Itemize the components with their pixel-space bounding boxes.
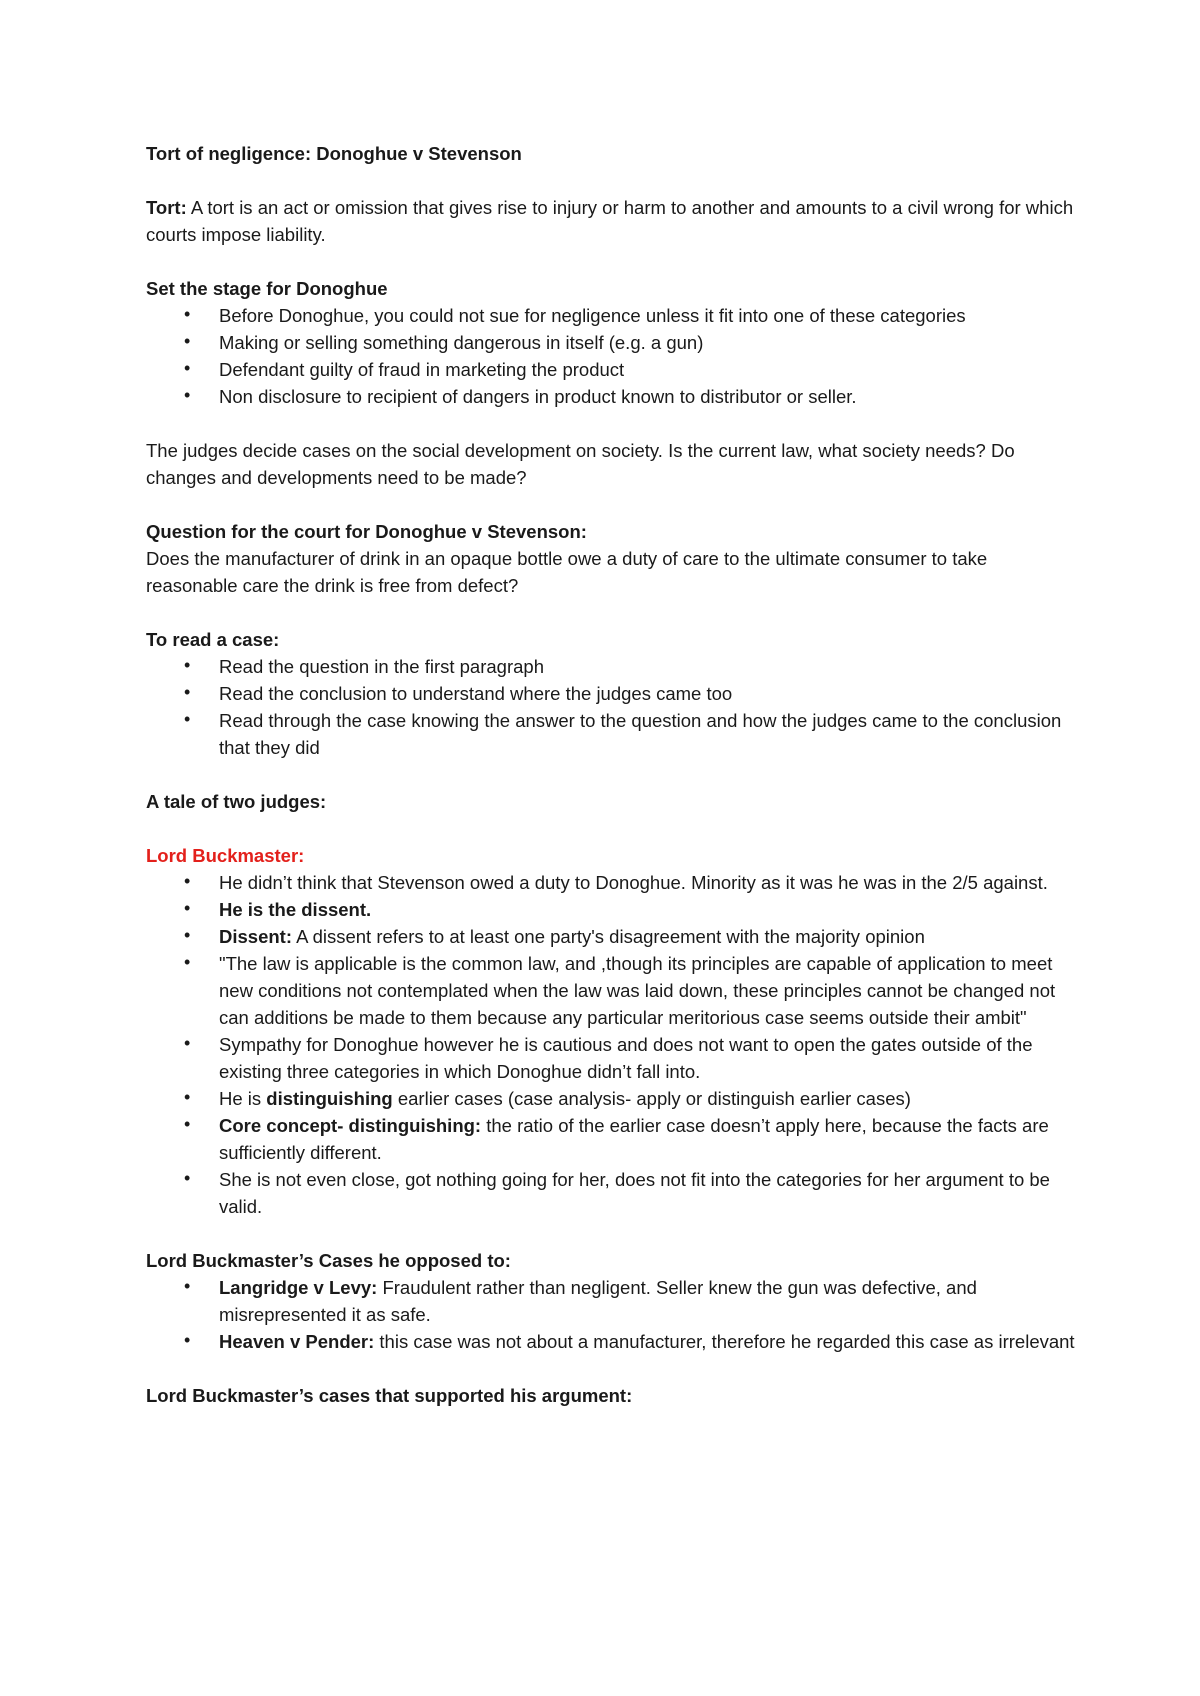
bullet-icon: • — [184, 1330, 191, 1350]
bullet-icon: • — [184, 898, 191, 918]
list-item: • "The law is applicable is the common law, and ,though its principles are capable of application to meet new conditions not contemplated when the law was laid down, these principles cannot be changed not can additions be made to them because any particular meritorious case seems outside their ambit" — [184, 952, 1056, 1028]
supported-cases-heading: Lord Buckmaster’s cases that supported his argument: — [146, 1385, 633, 1406]
list-item: • Read through the case knowing the answer to the question and how the judges came to the conclusion that they did — [184, 709, 1062, 758]
buckmaster-list — [146, 869, 1076, 1220]
bullet-icon: • — [184, 331, 191, 351]
list-item: • She is not even close, got nothing going for her, does not fit into the categories for her argument to be valid. — [184, 1168, 1050, 1217]
question-text: Does the manufacturer of drink in an opaque bottle owe a duty of care to the ultimate consumer to take reasonable care the drink is free from defect? — [146, 548, 988, 596]
document-title: Tort of negligence: Donoghue v Stevenson — [146, 143, 522, 164]
tort-term: Tort: — [146, 197, 187, 218]
list-item: • Langridge v Levy: Fraudulent rather than negligent. Seller knew the gun was defective, and misrepresented it as safe. — [184, 1276, 977, 1325]
bullet-icon: • — [184, 1276, 191, 1296]
question-heading: Question for the court for Donoghue v Stevenson: — [146, 521, 587, 542]
judges-paragraph: The judges decide cases on the social development on society. Is the current law, what society needs? Do changes and developments need to be made? — [146, 440, 1015, 488]
bullet-icon: • — [184, 1033, 191, 1053]
list-item: • Defendant guilty of fraud in marketing the product — [184, 358, 625, 380]
read-case-heading: To read a case: — [146, 629, 280, 650]
bullet-icon: • — [184, 655, 191, 675]
bullet-icon: • — [184, 925, 191, 945]
set-stage-list — [146, 302, 1076, 410]
list-item: • Read the question in the first paragraph — [184, 655, 544, 677]
opposed-cases-list — [146, 1274, 1076, 1355]
bullet-icon: • — [184, 952, 191, 972]
list-item: • Non disclosure to recipient of dangers in product known to distributor or seller. — [184, 385, 857, 407]
list-item: • He didn’t think that Stevenson owed a duty to Donoghue. Minority as it was he was in the 2/5 against. — [184, 871, 1048, 893]
list-item: • He is the dissent. — [184, 898, 372, 920]
bullet-icon: • — [184, 682, 191, 702]
bullet-icon: • — [184, 709, 191, 729]
buckmaster-heading: Lord Buckmaster: — [146, 845, 305, 866]
bullet-icon: • — [184, 358, 191, 378]
list-item: • He is distinguishing earlier cases (case analysis- apply or distinguish earlier cases) — [184, 1087, 911, 1109]
opposed-cases-heading: Lord Buckmaster’s Cases he opposed to: — [146, 1250, 511, 1271]
list-item: • Dissent: A dissent refers to at least one party's disagreement with the majority opinion — [184, 925, 925, 947]
list-item: • Sympathy for Donoghue however he is cautious and does not want to open the gates outside of the existing three categories in which Donoghue didn’t fall into. — [184, 1033, 1033, 1082]
read-case-list — [146, 653, 1076, 761]
bullet-icon: • — [184, 1087, 191, 1107]
document-body — [146, 140, 1076, 1409]
list-item: • Read the conclusion to understand where the judges came too — [184, 682, 733, 704]
bullet-icon: • — [184, 1114, 191, 1134]
list-item: • Heaven v Pender: this case was not about a manufacturer, therefore he regarded this case as irrelevant — [184, 1330, 1075, 1352]
bullet-icon: • — [184, 871, 191, 891]
list-item: • Before Donoghue, you could not sue for negligence unless it fit into one of these categories — [184, 304, 966, 326]
bullet-icon: • — [184, 304, 191, 324]
list-item: • Making or selling something dangerous in itself (e.g. a gun) — [184, 331, 704, 353]
set-stage-heading: Set the stage for Donoghue — [146, 278, 388, 299]
bullet-icon: • — [184, 1168, 191, 1188]
tale-heading: A tale of two judges: — [146, 791, 327, 812]
list-item: • Core concept- distinguishing: the ratio of the earlier case doesn’t apply here, because the facts are sufficiently different. — [184, 1114, 1049, 1163]
tort-definition: Tort: A tort is an act or omission that gives rise to injury or harm to another and amounts to a civil wrong for which courts impose liability. — [146, 197, 1074, 245]
bullet-icon: • — [184, 385, 191, 405]
